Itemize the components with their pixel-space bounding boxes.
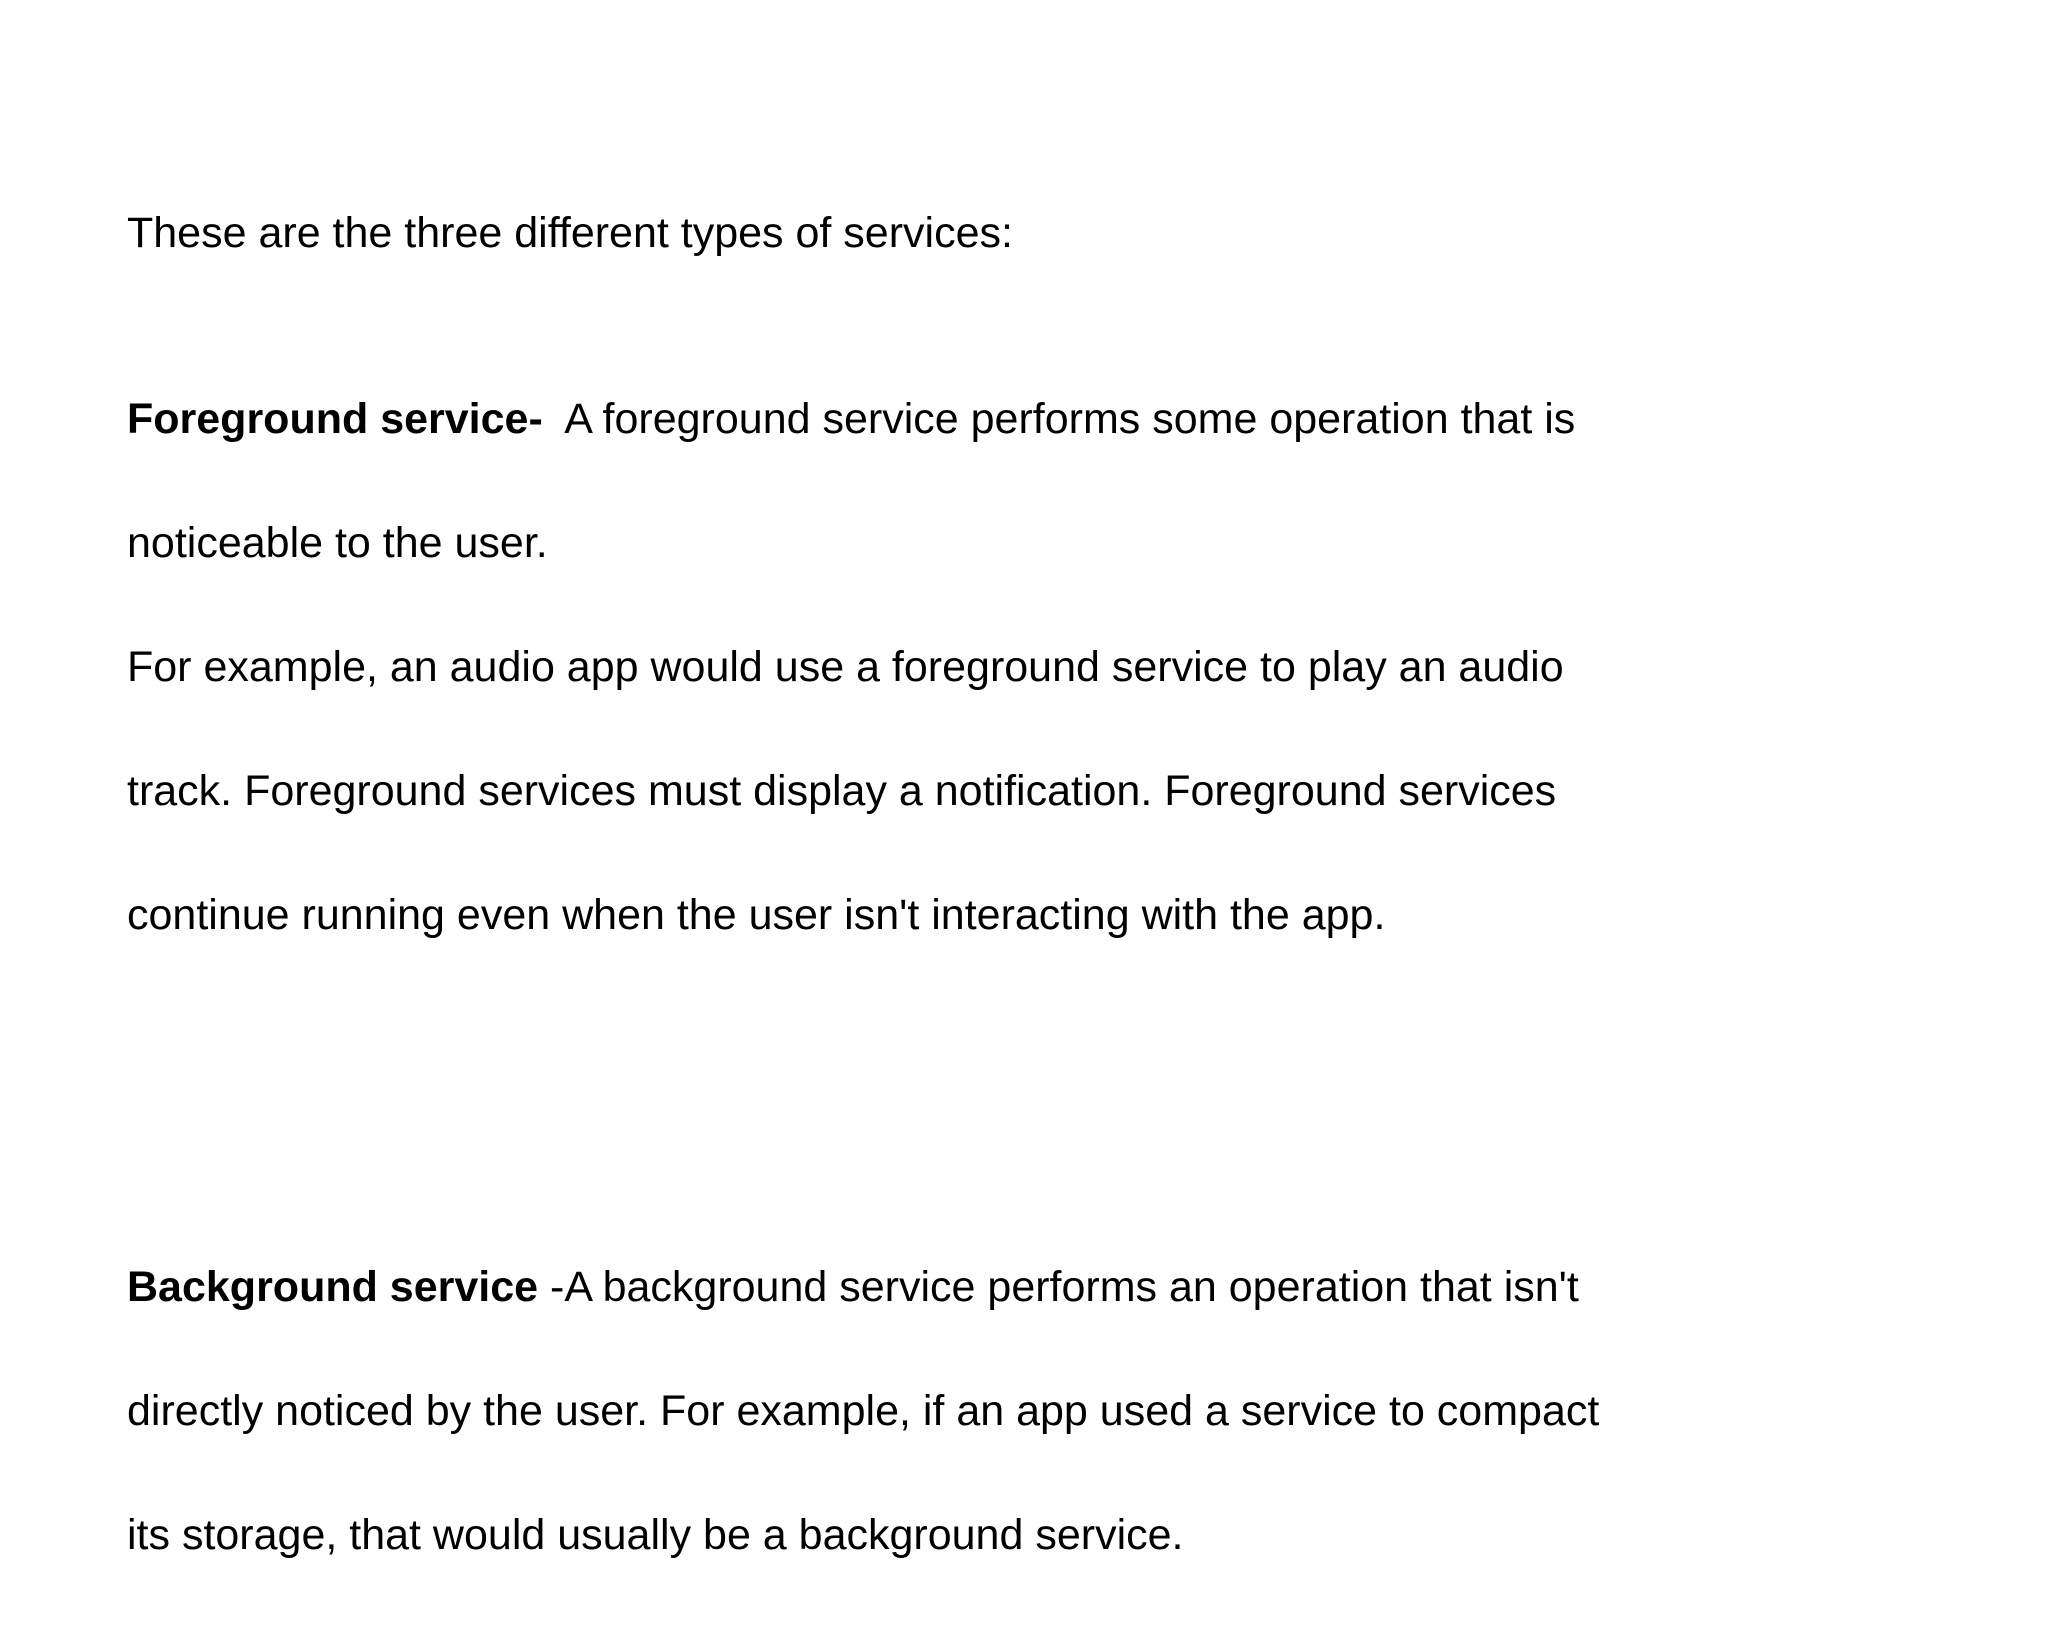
foreground-line-1 xyxy=(127,388,1947,450)
foreground-line-4: track. Foreground services must display a notification. Foreground services xyxy=(127,767,1557,815)
background-line-3: its storage, that would usually be a background service. xyxy=(127,1511,1184,1559)
foreground-line-3: For example, an audio app would use a foreground service to play an audio xyxy=(127,643,1564,691)
foreground-service-term: Foreground service- xyxy=(127,395,543,443)
document-body xyxy=(127,140,1947,1628)
foreground-line-2: noticeable to the user. xyxy=(127,519,548,567)
background-service-paragraph xyxy=(127,1194,1947,1628)
background-line-2: directly noticed by the user. For example, if an app used a service to compact xyxy=(127,1387,1600,1435)
background-line-1 xyxy=(127,1256,1947,1318)
background-service-term: Background service xyxy=(127,1263,539,1311)
foreground-service-paragraph xyxy=(127,326,1947,1008)
background-definition-start: -A background service performs an operation that isn't xyxy=(538,1263,1579,1311)
intro-text: These are the three different types of services: xyxy=(127,209,1013,257)
intro-paragraph xyxy=(127,140,1947,264)
foreground-line-5: continue running even when the user isn't interacting with the app. xyxy=(127,891,1386,939)
foreground-definition-start: A foreground service performs some operation that is xyxy=(542,395,1576,443)
